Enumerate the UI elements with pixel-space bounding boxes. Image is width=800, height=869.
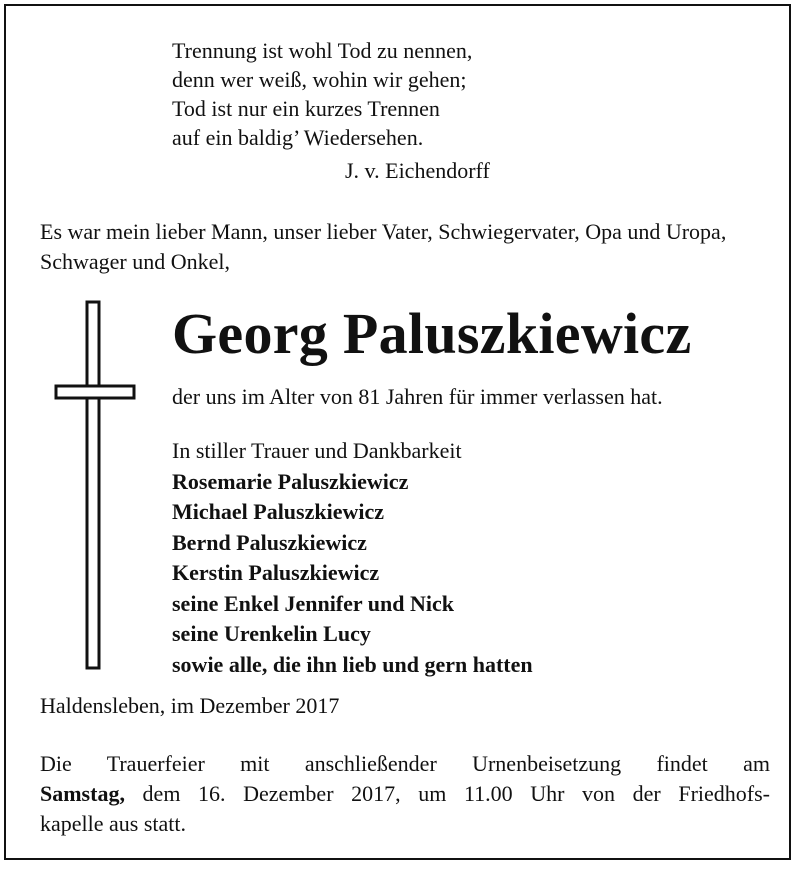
mourner-name: seine Enkel Jennifer und Nick bbox=[172, 590, 454, 616]
poem-line: Tod ist nur ein kurzes Trennen bbox=[172, 96, 440, 121]
deceased-name: Georg Paluszkiewicz bbox=[172, 301, 692, 366]
service-line-3: kapelle aus statt. bbox=[40, 811, 187, 836]
place-date: Haldensleben, im Dezember 2017 bbox=[40, 693, 340, 718]
intro-text: Es war mein lieber Mann, unser lieber Vater, Schwiegervater, Opa und Uropa, Schwager und Onkel, bbox=[40, 219, 727, 274]
poem-line: auf ein baldig’ Wiedersehen. bbox=[172, 125, 424, 150]
mourner-name: seine Urenkelin Lucy bbox=[172, 621, 371, 646]
mourner-name: sowie alle, die ihn lieb und gern hatten bbox=[172, 651, 533, 677]
mourners-heading: In stiller Trauer und Dankbarkeit bbox=[172, 438, 462, 463]
service-line-2 bbox=[40, 779, 770, 809]
service-line-2-rest: dem 16. Dezember 2017, um 11.00 Uhr von der Friedhofs- bbox=[124, 781, 770, 806]
service-info bbox=[40, 749, 770, 839]
mourner-name: Kerstin Paluszkiewicz bbox=[172, 560, 380, 585]
mourner-name: Rosemarie Paluszkiewicz bbox=[172, 468, 409, 494]
poem bbox=[172, 36, 472, 152]
poem-line: Trennung ist wohl Tod zu nennen, bbox=[172, 38, 473, 63]
poem-line: denn wer weiß, wohin wir gehen; bbox=[172, 67, 467, 92]
mourners-block bbox=[172, 436, 533, 680]
age-line: der uns im Alter von 81 Jahren für immer verlassen hat. bbox=[172, 384, 663, 409]
poem-author: J. v. Eichendorff bbox=[345, 158, 490, 183]
service-line-1: Die Trauerfeier mit anschließender Urnenbeisetzung findet am bbox=[40, 751, 770, 776]
obituary-frame bbox=[4, 4, 791, 860]
mourner-name: Michael Paluszkiewicz bbox=[172, 499, 385, 524]
service-day: Samstag, bbox=[40, 781, 125, 806]
mourner-name: Bernd Paluszkiewicz bbox=[172, 529, 367, 555]
cross-icon bbox=[54, 300, 136, 670]
